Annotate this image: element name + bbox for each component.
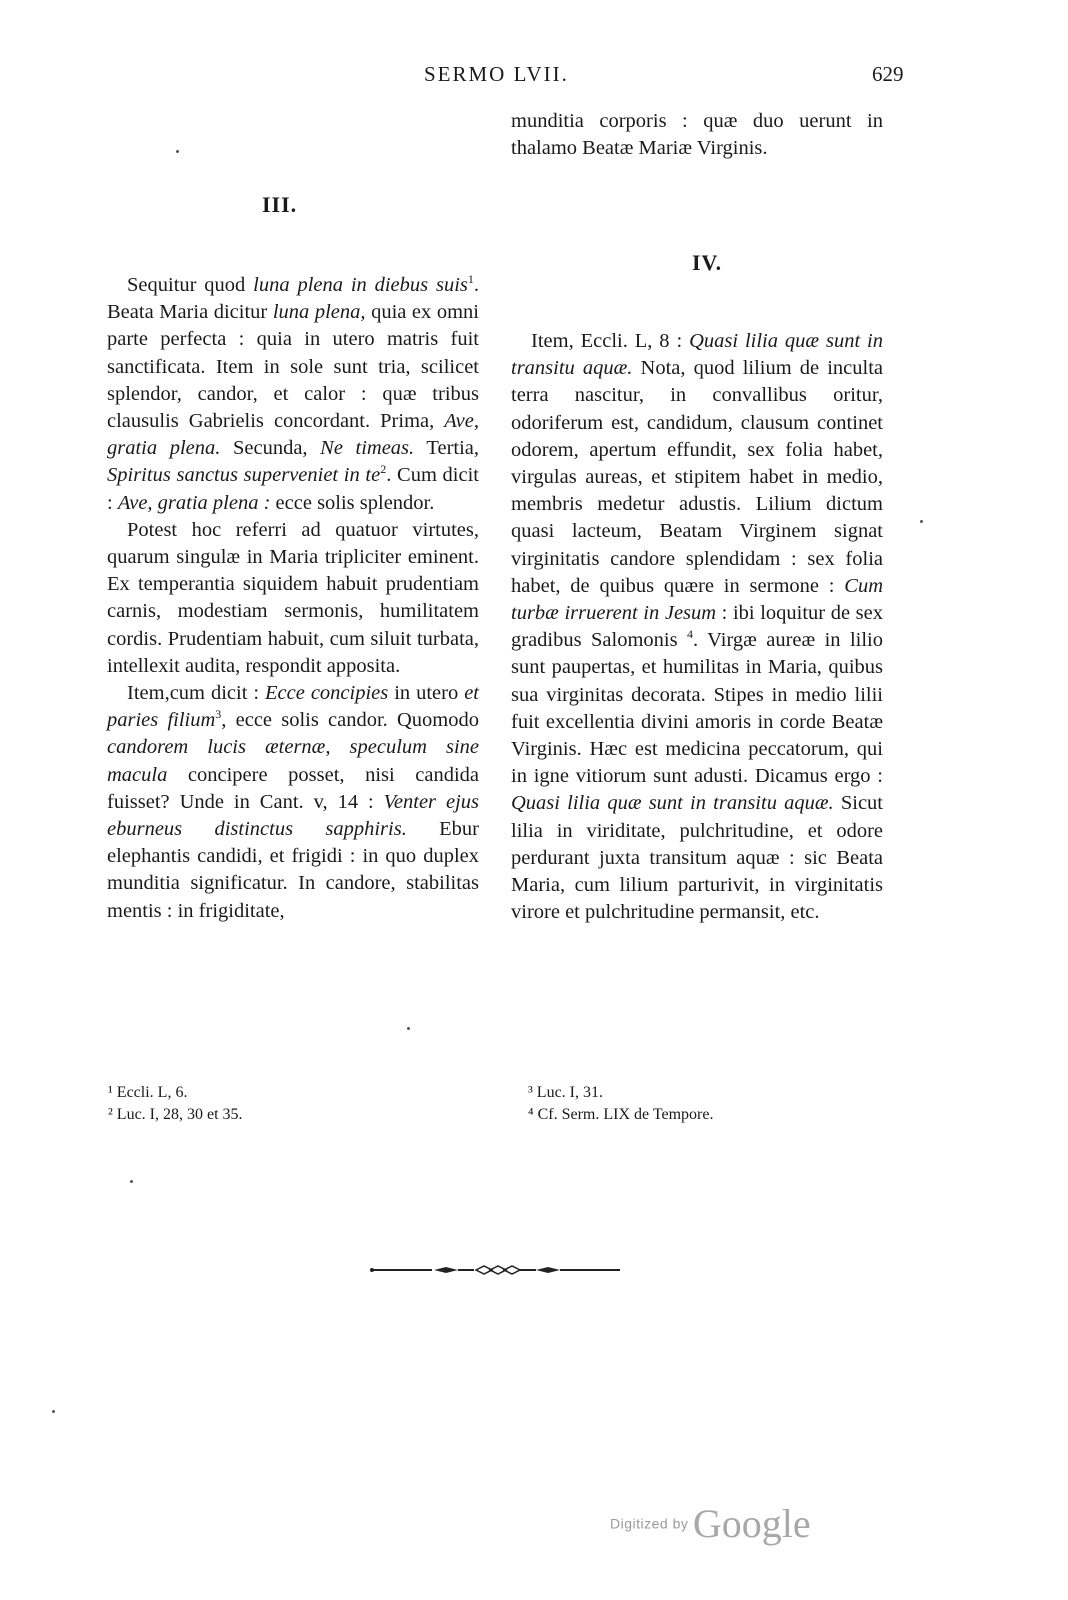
footnotes-left <box>108 1082 408 1126</box>
section-heading-iii: III. <box>262 192 298 217</box>
page-header <box>0 62 1068 92</box>
footnote: ⁴ Cf. Serm. LIX de Tempore. <box>528 1106 714 1123</box>
paragraph-luna-plena: Sequitur quod luna plena in diebus suis$^1$. Beata Maria dicitur luna plena, quia ex omni parte perfecta : quia in utero matris fuit sanctificata. Item in sole sunt tria, scilicet splendor, candor, et calor : quæ tribus clausulis Gabrielis concordant. Prima, Ave, gratia plena. Secunda, Ne timeas. Tertia, Spiritus sanctus superveniet in $te^2$. Cum dicit : Ave, gratia plena : ecce solis splendor. <box>107 272 480 514</box>
footnote-ref: 3 <box>215 707 222 722</box>
paragraph-continuation: munditia corporis : quæ duo uerunt in thalamo Beatæ Mariæ Virginis. <box>511 110 883 160</box>
right-column-continuation <box>511 108 883 162</box>
end-ornament-icon <box>370 1264 622 1276</box>
right-column <box>511 328 883 926</box>
paragraph-ecce-concipies: Item,cum dicit : Ecce concipies in utero et paries filium$^3$, ecce solis candor. Quomodo candorem lucis æternæ, speculum sine macula concipere posset, nisi candida fuisset? Unde in Cant. v, 14 : Venter ejus eburneus distinctus sapphiris. Ebur elephantis candidi, et frigidi : in quo duplex munditia significatur. In candore, stabilitas mentis : in frigiditate, <box>107 682 479 922</box>
print-speck <box>407 1027 410 1030</box>
print-speck <box>920 520 923 523</box>
page-number: 629 <box>872 62 904 86</box>
left-column <box>107 272 479 925</box>
footnote: ³ Luc. I, 31. <box>528 1084 603 1101</box>
paragraph-quasi-lilia: Item, Eccli. L, 8 : Quasi lilia quæ sunt in transitu aquæ. Nota, quod lilium de inculta terra nascitur, in convallibus oritur, odoriferum est, candidum, clausum continet odorem, apertum effundit, sex folia habet, virgulas aureas, et stipitem habet in medio, membris medetur adustis. Lilium dictum quasi lacteum, Beatam Virginem signat virginitatis candore splendidam : sex folia habet, de quibus quære in sermone : Cum turbæ irruerent in Jesum : ibi loquitur de sex gradibus Salomonis $^4$. Virgæ aureæ in lilio sunt paupertas, et humilitas in Maria, quibus sua virginitas decorata. Stipes in medio lilii fuit excellentia divini amoris in corde Beatæ Virginis. Hæc est medicina peccatorum, qui in igne vitiorum sunt adusti. Dicamus ergo : Quasi lilia quæ sunt in transitu aquæ. Sicut lilia in viriditate, pulchritudine, et odore perdurant juxta transitum aquæ : sic Beata Maria, cum lilium parturivit, in virginitatis virore et pulchritudine permansit, etc. <box>511 330 883 924</box>
footnote-ref: 2 <box>380 462 387 477</box>
footnotes-right <box>528 1082 828 1126</box>
print-speck <box>130 1180 133 1183</box>
watermark-prefix: Digitized by <box>610 1515 689 1532</box>
print-speck <box>52 1410 55 1413</box>
print-speck <box>176 150 179 153</box>
footnote: ² Luc. I, 28, 30 et 35. <box>108 1106 243 1123</box>
footnote-ref: 4 <box>687 627 693 642</box>
running-title: SERMO LVII. <box>424 62 569 86</box>
footnote-ref: 1 <box>467 272 474 287</box>
google-logo: Google <box>692 1501 811 1546</box>
digitized-watermark <box>610 1500 811 1550</box>
section-heading-iv: IV. <box>692 250 723 275</box>
footnote: ¹ Eccli. L, 6. <box>108 1084 188 1101</box>
paragraph-quatuor-virtutes: Potest hoc referri ad quatuor virtutes, quarum singulæ in Maria tripliciter eminent. Ex temperantia siquidem habuit prudentiam carnis, modestiam sermonis, humilitatem cordis. Prudentiam habuit, cum siluit turbata, intellexit audita, respondit apposita. <box>107 518 479 677</box>
